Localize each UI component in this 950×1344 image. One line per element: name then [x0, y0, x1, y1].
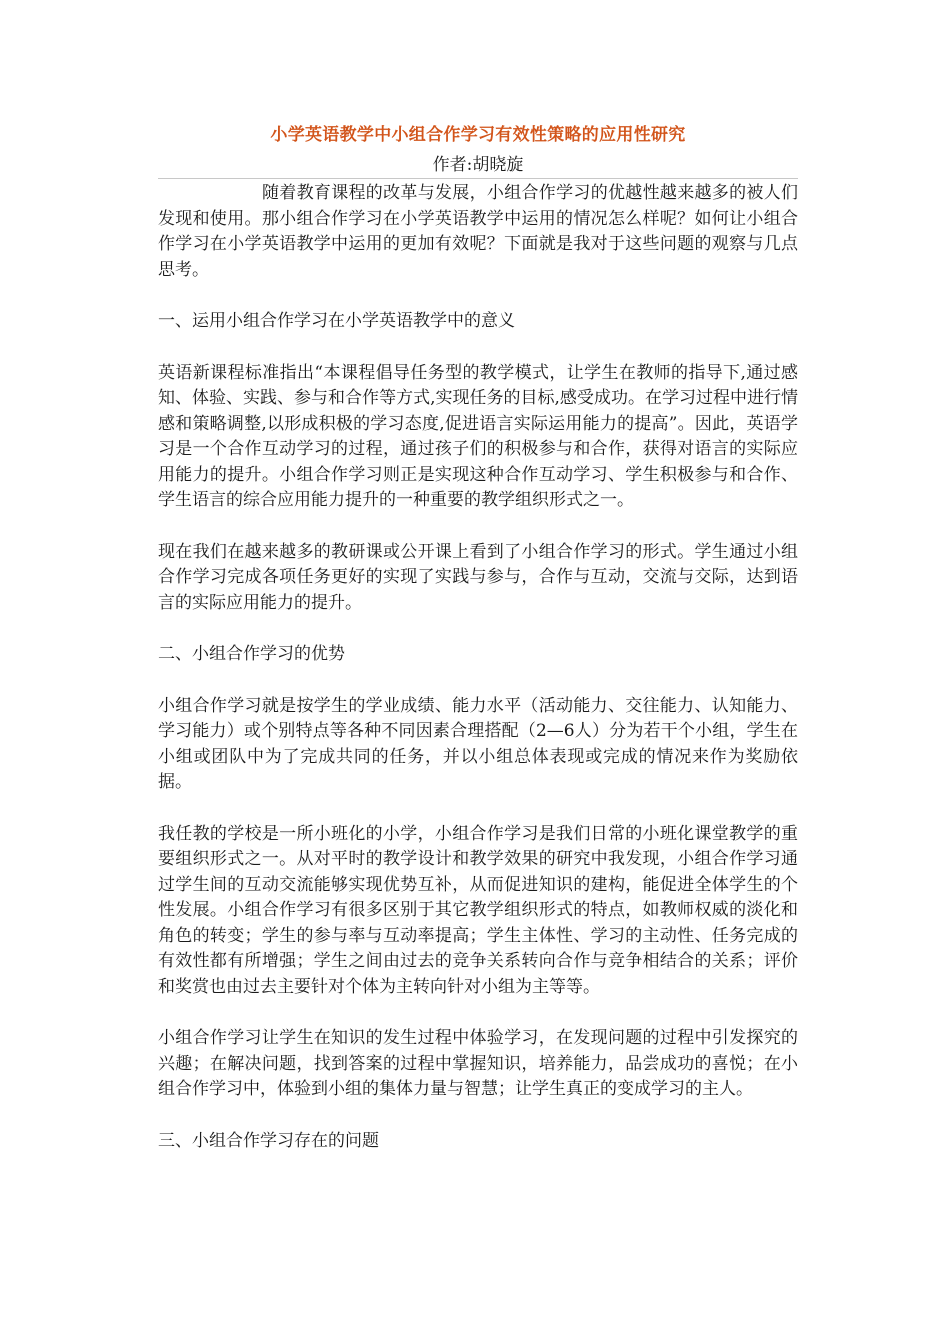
section-heading-3: 三、小组合作学习存在的问题 [158, 1130, 379, 1151]
document-title: 小学英语教学中小组合作学习有效性策略的应用性研究 [270, 125, 686, 145]
document-body [158, 181, 798, 1154]
document-author: 作者:胡晓旋 [432, 155, 524, 175]
intro-paragraph: 随着教育课程的改革与发展，小组合作学习的优越性越来越多的被人们发现和使用。那小组合作学习在小学英语教学中运用的情况怎么样呢？如何让小组合作学习在小学英语教学中运用的更加有效呢？下面就是我对于这些问题的观察与几点思考。 [158, 183, 798, 280]
document-page [158, 118, 798, 1180]
title-divider [158, 178, 798, 179]
paragraph-2: 现在我们在越来越多的教研课或公开课上看到了小组合作学习的形式。学生通过小组合作学习完成各项任务更好的实现了实践与参与，合作与互动，交流与交际，达到语言的实际应用能力的提升。 [158, 541, 798, 613]
paragraph-4: 我任教的学校是一所小班化的小学，小组合作学习是我们日常的小班化课堂教学的重要组织形式之一。从对平时的教学设计和教学效果的研究中我发现，小组合作学习通过学生间的互动交流能够实现优势互补，从而促进知识的建构，能促进全体学生的个性发展。小组合作学习有很多区别于其它教学组织形式的特点，如教师权威的淡化和角色的转变；学生的参与率与互动率提高；学生主体性、学习的主动性、任务完成的有效性都有所增强；学生之间由过去的竞争关系转向合作与竞争相结合的关系；评价和奖赏也由过去主要针对个体为主转向针对小组为主等等。 [158, 823, 798, 997]
section-heading-1: 一、运用小组合作学习在小学英语教学中的意义 [158, 311, 515, 331]
section-heading-2: 二、小组合作学习的优势 [158, 644, 345, 664]
paragraph-5: 小组合作学习让学生在知识的发生过程中体验学习，在发现问题的过程中引发探究的兴趣；在解决问题，找到答案的过程中掌握知识，培养能力，品尝成功的喜悦；在小组合作学习中，体验到小组的集体力量与智慧；让学生真正的变成学习的主人。 [158, 1028, 798, 1099]
paragraph-1: 英语新课程标准指出“本课程倡导任务型的教学模式，让学生在教师的指导下,通过感知、体验、实践、参与和合作等方式,实现任务的目标,感受成功。在学习过程中进行情感和策略调整,以形成积极的学习态度,促进语言实际运用能力的提高”。因此，英语学习是一个合作互动学习的过程，通过孩子们的积极参与和合作，获得对语言的实际应用能力的提升。小组合作学习则正是实现这种合作互动学习、学生积极参与和合作、学生语言的综合应用能力提升的一种重要的教学组织形式之一。 [158, 362, 798, 510]
paragraph-3: 小组合作学习就是按学生的学业成绩、能力水平（活动能力、交往能力、认知能力、学习能力）或个别特点等各种不同因素合理搭配（2—6人）分为若干个小组，学生在小组或团队中为了完成共同的任务，并以小组总体表现或完成的情况来作为奖励依据。 [158, 695, 798, 792]
